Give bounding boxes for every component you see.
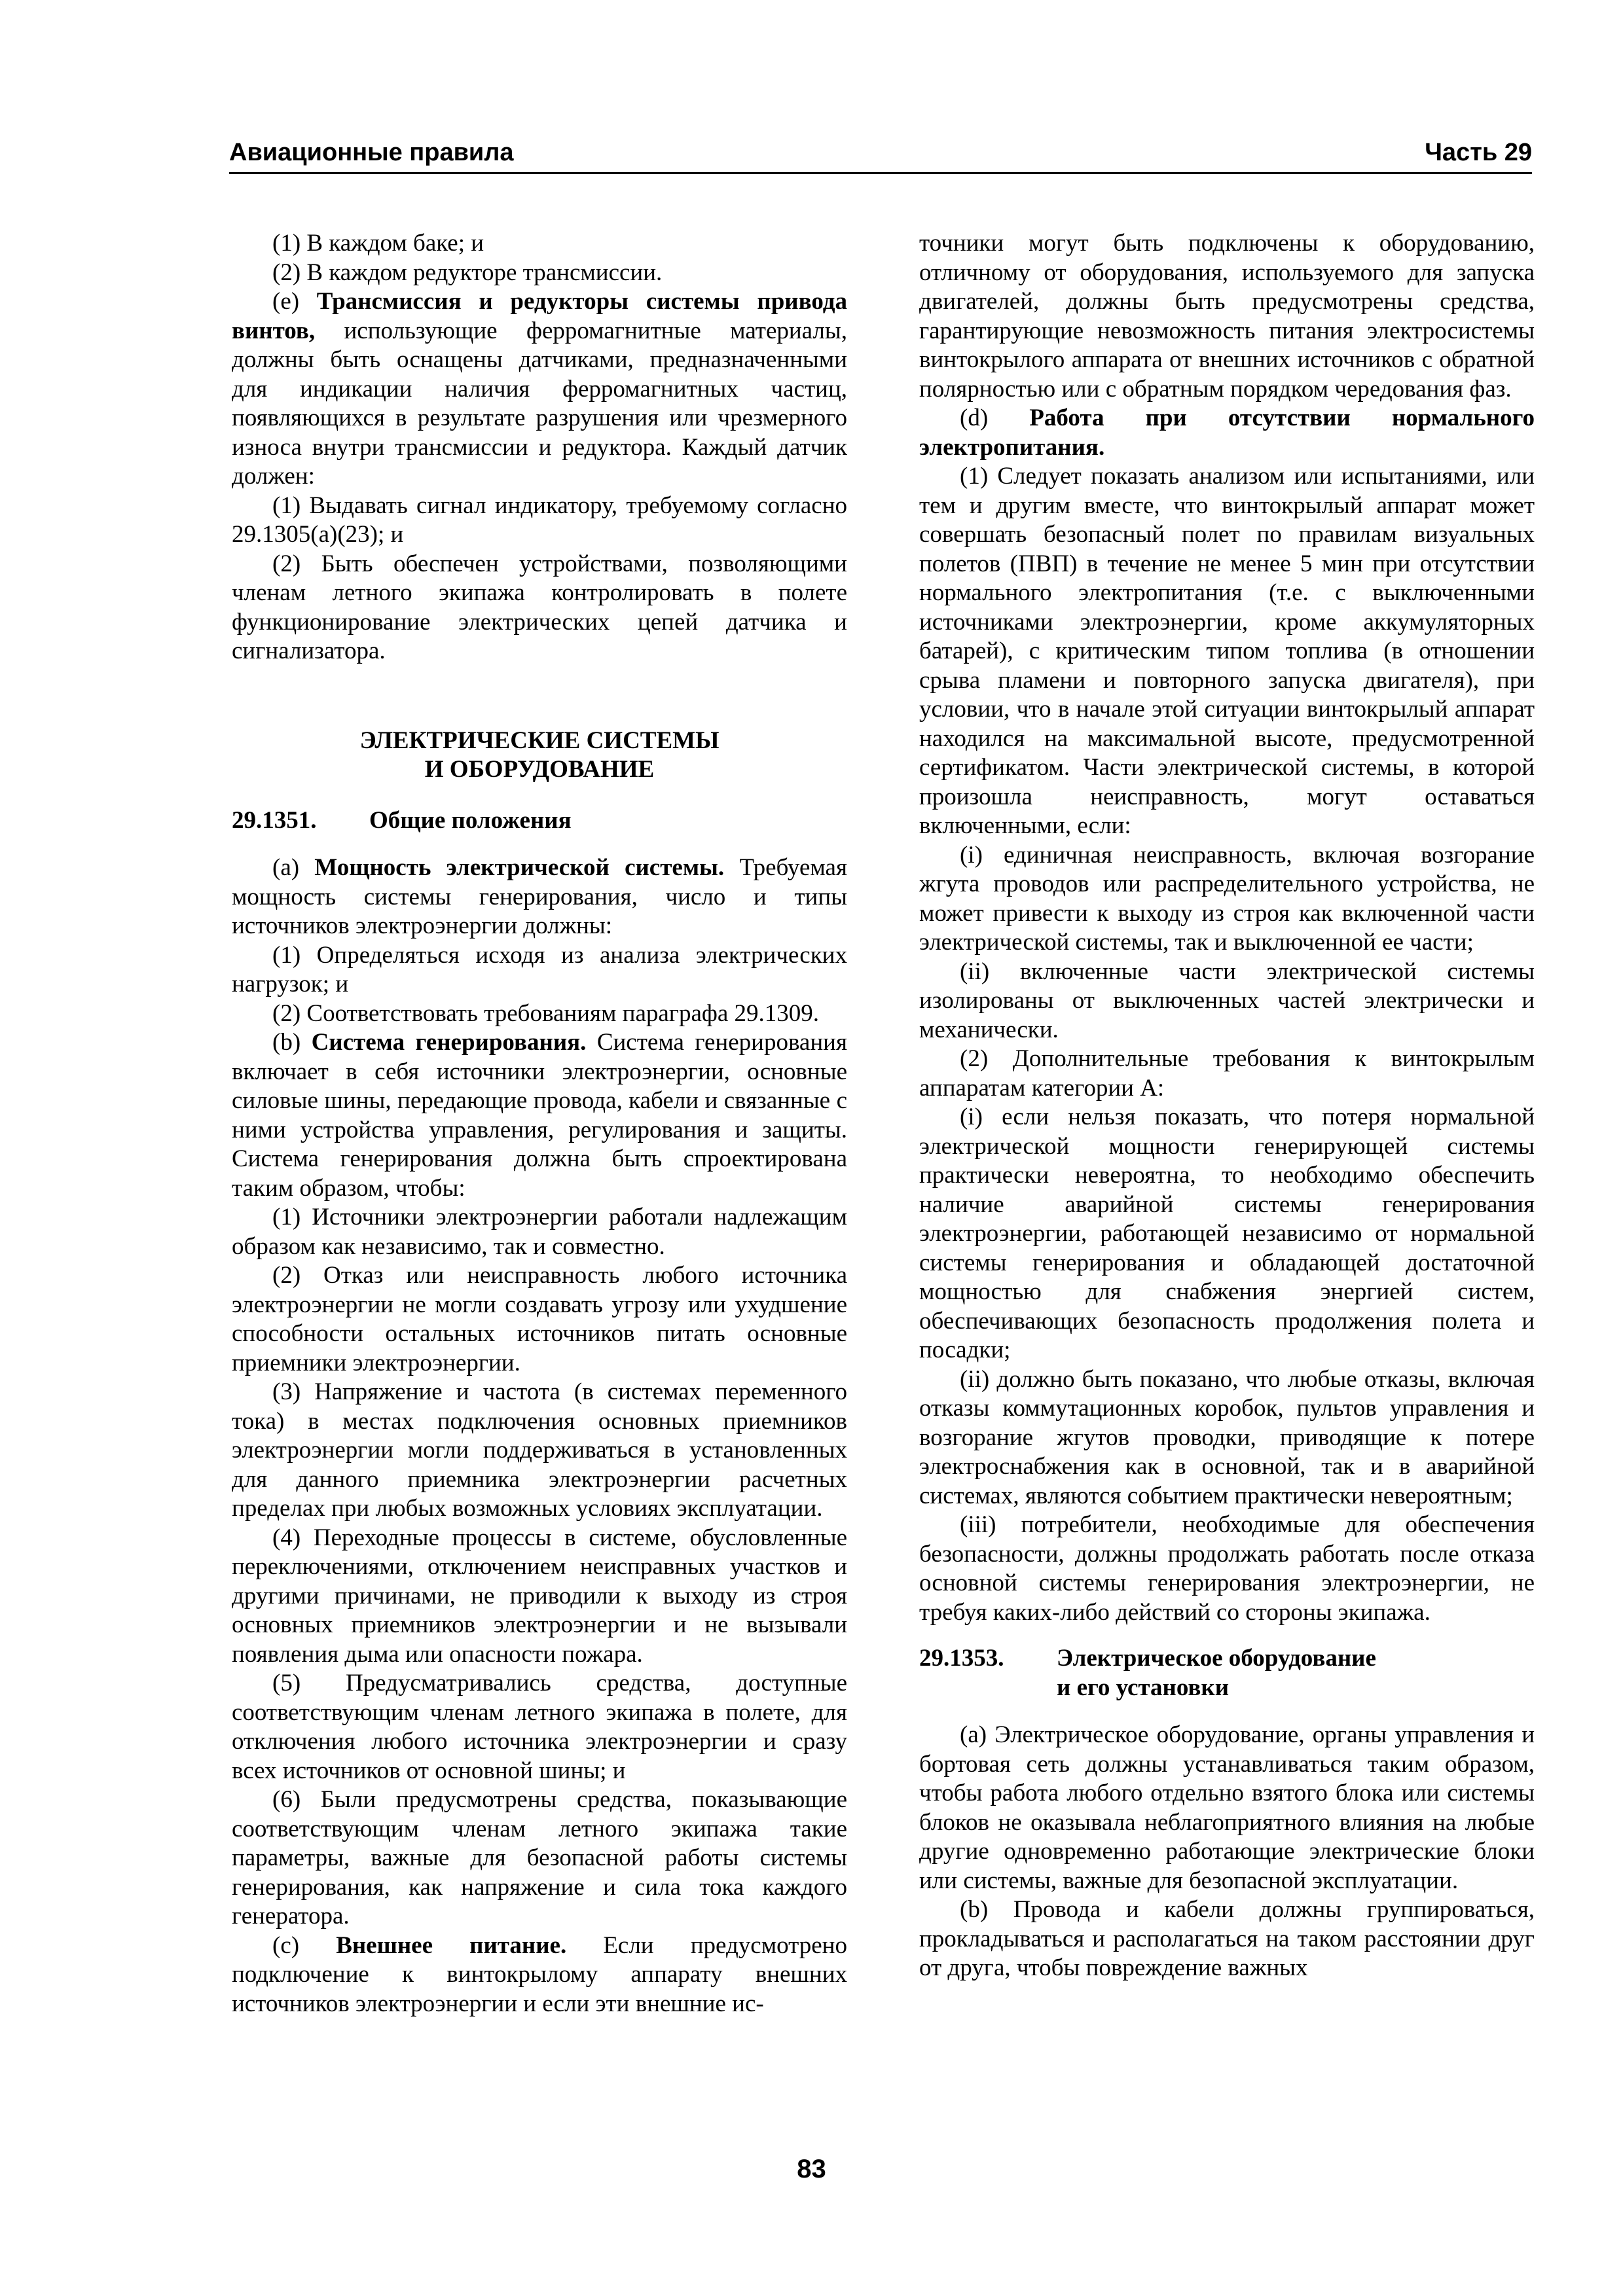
right-column	[919, 229, 1535, 1983]
paragraph: (iii) потребители, необходимые для обеспечения безопасности, должны продолжать работать после отказа основной системы генерирования электроэнергии, не требуя каких-либо действий со стороны экипажа.	[919, 1511, 1535, 1626]
paragraph: (1) Следует показать анализом или испытаниями, или тем и другим вместе, что винтокрылый аппарат может совершать безопасный полет по правилам визуальных полетов (ПВП) в течение не менее 5 мин при отсутствии нормального электропитания (т.е. с выключенными источниками электроэнергии, кроме аккумуляторных батарей), с критическим типом топлива (в отношении срыва пламени и повторного запуска двигателя), при условии, что в начале этой ситуации винтокрылый аппарат находился на максимальной высоте, предусмотренной сертификатом. Части электрической системы, в которой произошла неисправность, могут оставаться включенными, если:	[919, 463, 1535, 839]
article-title	[1057, 1644, 1376, 1702]
paragraph: (6) Были предусмотрены средства, показывающие соответствующим членам летного экипажа такие параметры, важные для безопасной работы системы генерирования, как напряжение и сила тока каждого генератора.	[232, 1786, 847, 1929]
paragraph: (4) Переходные процессы в системе, обусловленные переключениями, отключением неисправных участков и другими причинами, не приводили к выходу из строя основных приемников электроэнергии и не вызывали появления дыма или опасности пожара.	[232, 1524, 847, 1668]
section-title-line: ЭЛЕКТРИЧЕСКИЕ СИСТЕМЫ	[359, 726, 720, 754]
paragraph: (1) Определяться исходя из анализа электрических нагрузок; и	[232, 941, 847, 997]
paragraph: (5) Предусматривались средства, доступные соответствующим членам летного экипажа в полете, для отключения любого источника электроэнергии и сразу всех источников от основной шины; и	[232, 1670, 847, 1784]
item-label: (d)	[960, 404, 1030, 431]
header-document-title: Авиационные правила	[229, 139, 514, 166]
item-label: (c)	[272, 1931, 337, 1959]
article-title: Общие положения	[369, 806, 572, 834]
paragraph: (3) Напряжение и частота (в системах переменного тока) в местах подключения основных приемников электроэнергии могли поддерживаться в установленных для данного приемника электроэнергии расчетных пределах при любых возможных условиях эксплуатации.	[232, 1378, 847, 1522]
paragraph: (a) Электрическое оборудование, органы управления и бортовая сеть должны устанавливаться таким образом, чтобы работа любого отдельно взятого блока или системы блоков не оказывала неблагоприятного влияния на любые другие одновременно работающие электрические блоки или системы, важные для безопасной эксплуатации.	[919, 1721, 1535, 1894]
paragraph-text: Система генерирования включает в себя источники электроэнергии, основные силовые шины, передающие провода, кабели и связанные с ними устройства управления, регулирования и защиты. Система генерирования должна быть спроектирована таким образом, чтобы:	[232, 1029, 847, 1202]
paragraph: (2) Соответствовать требованиям параграфа 29.1309.	[272, 999, 820, 1027]
paragraph: (1) Источники электроэнергии работали надлежащим образом как независимо, так и совместно.	[232, 1204, 847, 1260]
article-title-line: и его установки	[1057, 1674, 1230, 1701]
paragraph-c	[232, 1931, 847, 2019]
article-number: 29.1351.	[232, 806, 317, 834]
bold-term: Трансмиссия и редукторы системы привода винтов,	[232, 288, 847, 344]
paragraph: (b) Провода и кабели должны группироваться, прокладываться и располагаться на таком расстоянии друг от друга, чтобы повреждение важных	[919, 1896, 1535, 1981]
paragraph-continued: точники могут быть подключены к оборудованию, отличному от оборудования, используемого для запуска двигателей, должны быть предусмотрены средства, гарантирующие невозможность питания электросистемы винтокрылого аппарата от внешних источников с обратной полярностью или с обратным порядком чередования фаз.	[919, 230, 1535, 403]
paragraph: (i) единичная неисправность, включая возгорание жгута проводов или распределительного устройства, не может привести к выходу из строя как включенной части электрической системы, так и выключенной ее части;	[919, 841, 1535, 956]
paragraph: (1) Выдавать сигнал индикатору, требуемому согласно 29.1305(a)(23); и	[232, 492, 847, 548]
header-part-number: Часть 29	[1425, 139, 1532, 166]
paragraph-d	[919, 404, 1535, 462]
paragraph-b	[232, 1028, 847, 1203]
paragraph: (2) Быть обеспечен устройствами, позволяющими членам летного экипажа контролировать в полете функционирование электрических цепей датчика и сигнализатора.	[232, 550, 847, 664]
paragraph: (2) Отказ или неисправность любого источника электроэнергии не могли создавать угрозу или ухудшение способности остальных источников питать основные приемники электроэнергии.	[232, 1262, 847, 1376]
paragraph: (1) В каждом баке; и	[272, 230, 484, 257]
bold-term: Мощность электрической системы.	[314, 854, 725, 881]
item-label: (e)	[272, 288, 317, 315]
article-heading	[919, 1644, 1535, 1702]
paragraph-a	[232, 853, 847, 941]
item-label: (b)	[272, 1029, 312, 1056]
left-column	[232, 229, 847, 2018]
paragraph: (i) если нельзя показать, что потеря нормальной электрической мощности генерирующей системы практически невероятна, то необходимо обеспечить наличие аварийной системы генерирования электроэнергии, работающей независимо от нормальной системы генерирования и обладающей достаточной мощностью для снабжения энергией систем, обеспечивающих безопасность продолжения полета и посадки;	[919, 1103, 1535, 1363]
section-title-line: И ОБОРУДОВАНИЕ	[424, 755, 655, 783]
page-header	[229, 139, 1532, 174]
paragraph: (ii) включенные части электрической системы изолированы от выключенных частей электрически и механически.	[919, 958, 1535, 1043]
page-number: 83	[797, 2155, 826, 2183]
article-heading	[232, 806, 847, 836]
bold-term: Система генерирования.	[311, 1029, 587, 1056]
paragraph: (2) В каждом редукторе трансмиссии.	[272, 259, 663, 286]
article-number: 29.1353.	[919, 1645, 1004, 1672]
paragraph-text: Если предусмотрено подключение к винтокрылому аппарату внешних источников электроэнергии и если эти внешние ис-	[232, 1931, 847, 2017]
paragraph-e	[232, 287, 847, 492]
paragraph-text: использующие ферромагнитные материалы, должны быть оснащены датчиками, предназначенными для индикации наличия ферромагнитных частиц, появляющихся в результате разрушения или чрезмерного износа внутри трансмиссии и редуктора. Каждый датчик должен:	[232, 317, 847, 490]
paragraph: (ii) должно быть показано, что любые отказы, включая отказы коммутационных коробок, пультов управления и возгорание жгутов проводки, приводящие к потере электроснабжения как в основной, так и в аварийной системах, являются событием практически невероятным;	[919, 1365, 1535, 1509]
bold-term: Внешнее питание.	[336, 1931, 567, 1959]
paragraph-text: Требуемая мощность системы генерирования, число и типы источников электроэнергии должны:	[232, 854, 847, 939]
item-label: (a)	[272, 854, 315, 881]
paragraph: (2) Дополнительные требования к винтокрылым аппаратам категории А:	[919, 1045, 1535, 1102]
section-title	[232, 726, 847, 784]
article-title-line: Электрическое оборудование	[1057, 1645, 1376, 1672]
bold-term: Работа при отсутствии нормального электропитания.	[919, 404, 1535, 461]
